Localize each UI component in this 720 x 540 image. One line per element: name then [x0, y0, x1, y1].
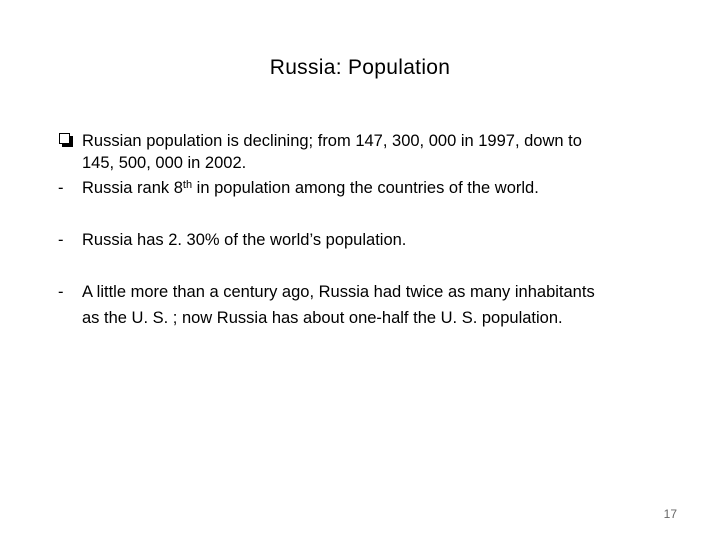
bullet-2-text-before: Russia rank 8: [82, 179, 183, 197]
checkbox-bullet-icon: [59, 133, 70, 144]
page-number: 17: [663, 507, 677, 521]
bullet-2-marker: -: [58, 179, 64, 197]
bullet-4-marker: -: [58, 283, 64, 301]
bullet-4-line-1: A little more than a century ago, Russia had twice as many inhabitants: [82, 283, 595, 301]
bullet-1-line-2: 145, 500, 000 in 2002.: [82, 154, 247, 172]
bullet-3-text: Russia has 2. 30% of the world’s population.: [82, 231, 407, 249]
slide-title: Russia: Population: [269, 56, 451, 79]
bullet-4-line-2: as the U. S. ; now Russia has about one-half the U. S. population.: [82, 309, 563, 327]
bullet-2-superscript: th: [182, 179, 193, 192]
bullet-2-text: [82, 178, 539, 198]
bullet-1-line-1: Russian population is declining; from 147, 300, 000 in 1997, down to: [82, 132, 582, 150]
bullet-2-text-after: in population among the countries of the world.: [192, 179, 539, 197]
bullet-3-marker: -: [58, 231, 64, 249]
